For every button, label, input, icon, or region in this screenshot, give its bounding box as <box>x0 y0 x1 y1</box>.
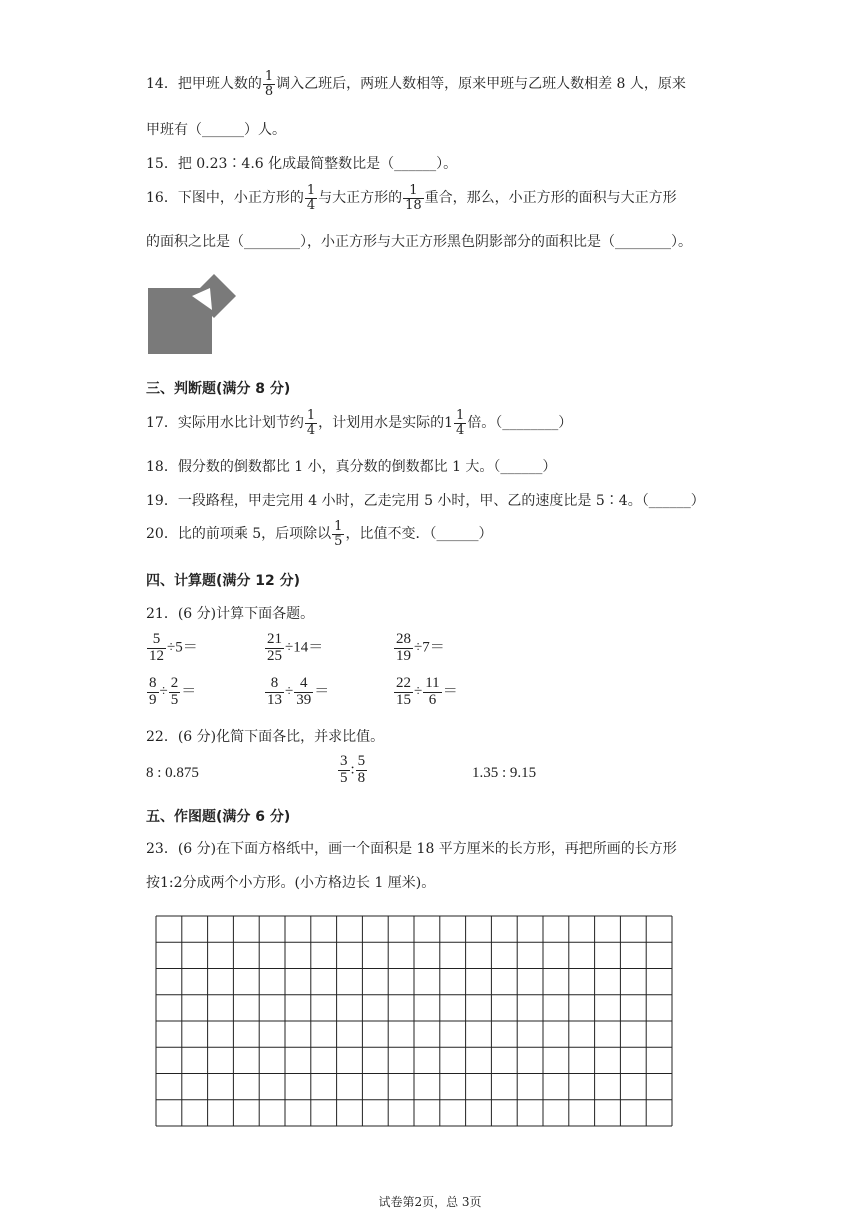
calc-item-5: $\frac{8}{13}$ ÷ $\frac{4}{39}$ ＝ <box>267 675 330 708</box>
question-17: 17．实际用水比计划节约 $\frac{1}{4}$ ，计划用水是实际的 1 $\frac{1}{4}$ 倍。（________） <box>146 408 573 438</box>
question-18: 18．假分数的倒数都比 1 小，真分数的倒数都比 1 大。（______） <box>146 459 557 475</box>
question-20: 20．比的前项乘 5，后项除以 $\frac{1}{5}$ ，比值不变．（______） <box>146 519 493 549</box>
section-4-title: 四、计算题(满分 12 分) <box>146 573 301 589</box>
question-21: 21．(6 分)计算下面各题。 <box>146 606 315 622</box>
mixed-number: 1 $\frac{1}{4}$ <box>444 408 465 438</box>
question-23-line2: 按1:2分成两个小方形。(小方格边长 1 厘米)。 <box>146 875 436 891</box>
question-22: 22．(6 分)化简下面各比，并求比值。 <box>146 729 385 745</box>
calc-item-4: $\frac{8}{9}$ ÷ $\frac{2}{5}$ ＝ <box>149 675 197 708</box>
fraction: $\frac{1}{5}$ <box>334 519 343 549</box>
ratio-item-2: $\frac{3}{5}$ : $\frac{5}{8}$ <box>340 753 366 786</box>
question-14: 14．把甲班人数的 $\frac{1}{8}$ 调入乙班后，两班人数相等，原来甲班与乙班人数相差 8 人，原来 <box>146 69 686 99</box>
section-3-title: 三、判断题(满分 8 分) <box>146 381 291 397</box>
question-14-line2: 甲班有（______）人。 <box>146 122 286 138</box>
ratio-item-1: 8 : 0.875 <box>146 765 199 781</box>
fraction: $\frac{1}{8}$ <box>264 69 274 99</box>
calc-item-2: $\frac{21}{25}$ ÷14＝ <box>267 631 324 664</box>
overlapping-squares-figure <box>148 270 240 356</box>
calc-item-1: $\frac{5}{12}$ ÷5＝ <box>149 631 198 664</box>
question-23: 23．(6 分)在下面方格纸中，画一个面积是 18 平方厘米的长方形，再把所画的长方形 <box>146 841 677 857</box>
calc-item-3: $\frac{28}{19}$ ÷7＝ <box>396 631 445 664</box>
ratio-item-3: 1.35 : 9.15 <box>472 765 537 781</box>
fraction: $\frac{1}{18}$ <box>405 183 422 213</box>
question-16: 16．下图中，小正方形的 $\frac{1}{4}$ 与大正方形的 $\frac{1}{18}$ 重合，那么，小正方形的面积与大正方形 <box>146 183 677 213</box>
question-19: 19．一段路程，甲走完用 4 小时，乙走完用 5 小时，甲、乙的速度比是 5∶4。（______） <box>146 493 705 509</box>
fraction: $\frac{1}{4}$ <box>306 408 316 438</box>
calc-item-6: $\frac{22}{15}$ ÷ $\frac{11}{6}$ ＝ <box>396 675 458 708</box>
question-15: 15．把 0.23∶4.6 化成最简整数比是（______）。 <box>146 156 458 172</box>
section-5-title: 五、作图题(满分 6 分) <box>146 809 291 825</box>
grid-paper[interactable] <box>154 914 674 1128</box>
page-footer: 试卷第2页，总 3页 <box>378 1195 482 1209</box>
fraction: $\frac{1}{4}$ <box>306 183 316 213</box>
question-16-line2: 的面积之比是（________），小正方形与大正方形黑色阴影部分的面积比是（________）。 <box>146 234 692 250</box>
